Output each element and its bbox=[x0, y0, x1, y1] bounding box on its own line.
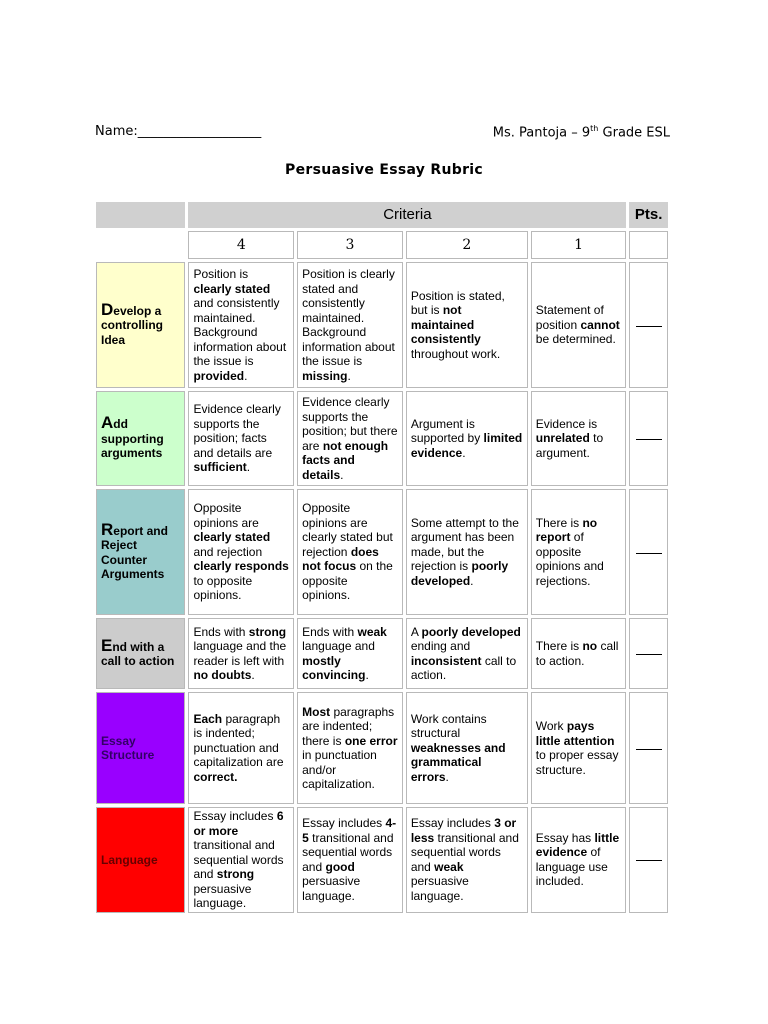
points-cell bbox=[629, 391, 668, 486]
page-title: Persuasive Essay Rubric bbox=[285, 162, 483, 178]
rubric-row bbox=[96, 807, 668, 913]
points-cell bbox=[629, 489, 668, 615]
criteria-header: Criteria bbox=[188, 202, 626, 228]
criteria-cell-score-4: Opposite opinions are clearly stated and rejection clearly responds to opposite opinions. bbox=[188, 489, 294, 615]
score-2-header: 2 bbox=[406, 231, 528, 259]
rubric-table bbox=[93, 199, 671, 916]
criteria-cell-score-2: Work contains structural weaknesses and grammatical errors. bbox=[406, 692, 528, 804]
category-cell bbox=[96, 489, 185, 615]
criteria-cell-score-3: Opposite opinions are clearly stated but rejection does not focus on the opposite opinions. bbox=[297, 489, 403, 615]
criteria-cell-score-2: Argument is supported by limited evidence. bbox=[406, 391, 528, 486]
points-cell bbox=[629, 692, 668, 804]
category-initial: R bbox=[101, 519, 114, 539]
points-blank-line bbox=[636, 438, 662, 440]
points-blank-line bbox=[636, 859, 662, 861]
rubric-row bbox=[96, 692, 668, 804]
criteria-cell-score-1: There is no report of opposite opinions and rejections. bbox=[531, 489, 627, 615]
category-cell bbox=[96, 692, 185, 804]
points-blank-line bbox=[636, 552, 662, 554]
criteria-cell-score-4: Evidence clearly supports the position; facts and details are sufficient. bbox=[188, 391, 294, 486]
rubric-row bbox=[96, 489, 668, 615]
category-initial: D bbox=[101, 299, 114, 319]
criteria-cell-score-2: Position is stated, but is not maintained consistently throughout work. bbox=[406, 262, 528, 388]
header-row bbox=[96, 202, 668, 228]
name-field-label: Name:___________________ bbox=[95, 124, 262, 139]
category-label: dd supporting arguments bbox=[101, 417, 164, 461]
criteria-cell-score-3: Essay includes 4-5 transitional and sequential words and good persuasive language. bbox=[297, 807, 403, 913]
score-row bbox=[96, 231, 668, 259]
criteria-cell-score-1: Essay has little evidence of language use included. bbox=[531, 807, 627, 913]
score-3-header: 3 bbox=[297, 231, 403, 259]
score-1-header: 1 bbox=[531, 231, 627, 259]
category-label: nd with a call to action bbox=[101, 639, 175, 668]
criteria-cell-score-2: A poorly developed ending and inconsistent call to action. bbox=[406, 618, 528, 689]
points-cell bbox=[629, 807, 668, 913]
category-initial: A bbox=[101, 413, 114, 433]
criteria-cell-score-1: Evidence is unrelated to argument. bbox=[531, 391, 627, 486]
criteria-cell-score-4: Position is clearly stated and consistently maintained. Background information about the issue is provided. bbox=[188, 262, 294, 388]
criteria-cell-score-4: Ends with strong language and the reader is left with no doubts. bbox=[188, 618, 294, 689]
criteria-cell-score-2: Some attempt to the argument has been made, but the rejection is poorly developed. bbox=[406, 489, 528, 615]
criteria-cell-score-3: Position is clearly stated and consistently maintained. Background information about the issue is missing. bbox=[297, 262, 403, 388]
category-cell bbox=[96, 262, 185, 388]
category-label: eport and Reject Counter Arguments bbox=[101, 523, 168, 581]
points-cell bbox=[629, 262, 668, 388]
score-pts-blank bbox=[629, 231, 668, 259]
header-line bbox=[95, 124, 670, 144]
category-initial: E bbox=[101, 635, 113, 655]
points-blank-line bbox=[636, 325, 662, 327]
category-label: Language bbox=[101, 852, 158, 867]
rubric-row bbox=[96, 391, 668, 486]
points-cell bbox=[629, 618, 668, 689]
header-blank-cell bbox=[96, 202, 185, 228]
category-cell bbox=[96, 807, 185, 913]
criteria-cell-score-3: Most paragraphs are indented; there is one error in punctuation and/or capitalization. bbox=[297, 692, 403, 804]
points-blank-line bbox=[636, 653, 662, 655]
points-header: Pts. bbox=[629, 202, 668, 228]
criteria-cell-score-3: Ends with weak language and mostly convincing. bbox=[297, 618, 403, 689]
category-label: evelop a controlling Idea bbox=[101, 303, 163, 347]
criteria-cell-score-1: There is no call to action. bbox=[531, 618, 627, 689]
category-cell bbox=[96, 391, 185, 486]
criteria-cell-score-1: Work pays little attention to proper essay structure. bbox=[531, 692, 627, 804]
category-label: Essay Structure bbox=[101, 733, 155, 762]
criteria-cell-score-2: Essay includes 3 or less transitional and sequential words and weak persuasive language. bbox=[406, 807, 528, 913]
score-blank-cell bbox=[96, 231, 185, 259]
rubric-row bbox=[96, 618, 668, 689]
criteria-cell-score-1: Statement of position cannot be determined. bbox=[531, 262, 627, 388]
category-cell bbox=[96, 618, 185, 689]
criteria-cell-score-3: Evidence clearly supports the position; but there are not enough facts and details. bbox=[297, 391, 403, 486]
points-blank-line bbox=[636, 748, 662, 750]
score-4-header: 4 bbox=[188, 231, 294, 259]
criteria-cell-score-4: Essay includes 6 or more transitional and sequential words and strong persuasive language. bbox=[188, 807, 294, 913]
teacher-info: Ms. Pantoja – 9th Grade ESL bbox=[492, 124, 670, 141]
criteria-cell-score-4: Each paragraph is indented; punctuation and capitalization are correct. bbox=[188, 692, 294, 804]
rubric-row bbox=[96, 262, 668, 388]
